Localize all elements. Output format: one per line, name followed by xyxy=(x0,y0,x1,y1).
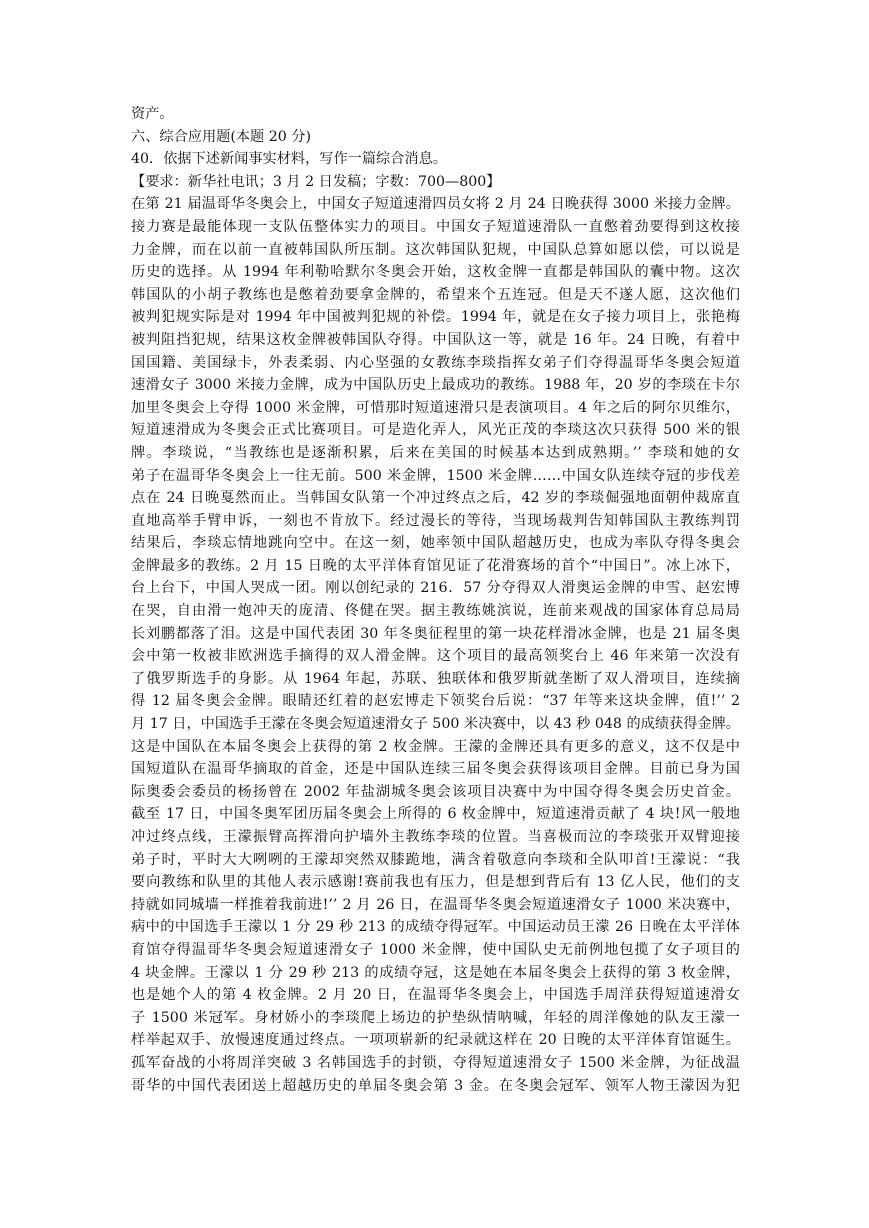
text-line: 结果后，李琰忘情地跳向空中。在这一刻，她率领中国队超越历史，也成为率队夺得冬奥会 xyxy=(131,535,740,552)
requirements-line: 【要求：新华社电讯；3 月 2 日发稿；字数：700—800】 xyxy=(131,173,501,190)
text-line: 台上台下，中国人哭成一团。刚以创纪录的 216．57 分夺得双人滑奥运金牌的申雪、赵宏博 xyxy=(131,580,740,597)
text-line: 接力赛是最能体现一支队伍整体实力的项目。中国女子短道速滑队一直憋着劲要得到这枚接 xyxy=(131,218,740,235)
text-line: 得 12 届冬奥会金牌。眼睛还红着的赵宏博走下领奖台后说：“37 年等来这块金牌，值!’’ 2 xyxy=(131,693,740,710)
text-line: 样举起双手、放慢速度通过终点。一项项崭新的纪录就这样在 20 日晚的太平洋体育馆诞生。 xyxy=(131,1032,740,1049)
text-line: 国短道队在温哥华摘取的首金，还是中国队连续三届冬奥会获得该项目金牌。目前已身为国 xyxy=(131,761,740,778)
text-line: 在第 21 届温哥华冬奥会上，中国女子短道速滑四员女将 2 月 24 日晚获得 3000 米接力金牌。 xyxy=(131,196,740,213)
text-line: 弟子时，平时大大咧咧的王濛却突然双膝跪地，满含着敬意向李琰和全队叩首!王濛说：“我 xyxy=(131,851,740,868)
text-line: 资产。 xyxy=(131,106,174,122)
text-line: 被判阻挡犯规，结果这枚金牌被韩国队夺得。中国队这一等，就是 16 年。24 日晚，有着中 xyxy=(131,331,740,348)
text-line: 国国籍、美国绿卡，外表柔弱、内心坚强的女教练李琰指挥女弟子们夺得温哥华冬奥会短道 xyxy=(131,354,740,371)
text-line: 点在 24 日晚戛然而止。当韩国女队第一个冲过终点之后，42 岁的李琰倔强地面朝仲裁席直 xyxy=(131,490,740,507)
text-line: 月 17 日，中国选手王濛在冬奥会短道速滑女子 500 米决赛中，以 43 秒 048 的成绩获得金牌。 xyxy=(131,716,740,733)
text-line: 牌。李琰说，“当教练也是逐渐积累，后来在美国的时候基本达到成熟期。’’ 李琰和她的女 xyxy=(131,444,740,461)
text-line: 力金牌，而在以前一直被韩国队所压制。这次韩国队犯规，中国队总算如愿以偿，可以说是 xyxy=(131,241,740,258)
text-line: 被判犯规实际是对 1994 年中国被判犯规的补偿。1994 年，就是在女子接力项目上，张艳梅 xyxy=(131,309,740,326)
text-line: 育馆夺得温哥华冬奥会短道速滑女子 1000 米金牌，使中国队史无前例地包揽了女子项目的 xyxy=(131,941,740,958)
text-line: 长刘鹏都落了泪。这是中国代表团 30 年冬奥征程里的第一块花样滑冰金牌，也是 21 届冬奥 xyxy=(131,625,740,642)
text-line: 要向教练和队里的其他人表示感谢!赛前我也有压力，但是想到背后有 13 亿人民，他们的支 xyxy=(131,874,740,891)
text-line: 短道速滑成为冬奥会正式比赛项目。可是造化弄人，风光正茂的李琰这次只获得 500 米的银 xyxy=(131,422,740,439)
question-title: 40．依据下述新闻事实材料，写作一篇综合消息。 xyxy=(131,151,447,168)
text-line: 截至 17 日，中国冬奥军团历届冬奥会上所得的 6 枚金牌中，短道速滑贡献了 4 块!风一般地 xyxy=(131,806,740,823)
text-line: 际奥委会委员的杨扬曾在 2002 年盐湖城冬奥会该项目决赛中为中国夺得冬奥会历史首金。 xyxy=(131,783,740,800)
text-line: 这是中国队在本届冬奥会上获得的第 2 枚金牌。王濛的金牌还具有更多的意义，这不仅是中 xyxy=(131,738,740,755)
text-line: 哥华的中国代表团送上超越历史的单届冬奥会第 3 金。在冬奥会冠军、领军人物王濛因为犯 xyxy=(131,1077,740,1094)
text-line: 孤军奋战的小将周洋突破 3 名韩国选手的封锁，夺得短道速滑女子 1500 米金牌，为征战温 xyxy=(131,1054,740,1071)
text-line: 也是她个人的第 4 枚金牌。2 月 20 日，在温哥华冬奥会上，中国选手周洋获得短道速滑女 xyxy=(131,987,740,1004)
text-line: 在哭，自由滑一炮冲天的庞清、佟健在哭。据主教练姚滨说，连前来观战的国家体育总局局 xyxy=(131,603,740,620)
text-line: 直地高举手臂申诉，一刻也不肯放下。经过漫长的等待，当现场裁判告知韩国队主教练判罚 xyxy=(131,512,740,529)
text-line: 4 块金牌。王濛以 1 分 29 秒 213 的成绩夺冠，这是她在本届冬奥会上获得的第 3 枚金牌， xyxy=(131,964,740,981)
text-line: 历史的选择。从 1994 年利勒哈默尔冬奥会开始，这枚金牌一直都是韩国队的囊中物。这次 xyxy=(131,264,740,281)
text-line: 冲过终点线，王濛振臂高挥滑向护墙外主教练李琰的位置。当喜极而泣的李琰张开双臂迎接 xyxy=(131,829,740,845)
text-line: 金牌最多的教练。2 月 15 日晚的太平洋体育馆见证了花滑赛场的首个“中国日”。冰上冰下， xyxy=(131,557,740,574)
document-page xyxy=(131,103,740,1097)
text-line: 会中第一枚被非欧洲选手摘得的双人滑金牌。这个项目的最高领奖台上 46 年来第一次没有 xyxy=(131,648,740,665)
text-line: 速滑女子 3000 米接力金牌，成为中国队历史上最成功的教练。1988 年，20 岁的李琰在卡尔 xyxy=(131,377,740,394)
section-heading: 六、综合应用题(本题 20 分) xyxy=(131,128,312,145)
text-line: 弟子在温哥华冬奥会上一往无前。500 米金牌，1500 米金牌……中国女队连续夺冠的步伐差 xyxy=(131,467,740,484)
text-line: 了俄罗斯选手的身影。从 1964 年起，苏联、独联体和俄罗斯就垄断了双人滑项目，连续摘 xyxy=(131,670,740,687)
text-line: 子 1500 米冠军。身材娇小的李琰爬上场边的护垫纵情呐喊，年轻的周洋像她的队友王濛一 xyxy=(131,1009,740,1026)
text-line: 持就如同城墙一样推着我前进!’’ 2 月 26 日，在温哥华冬奥会短道速滑女子 1000 米决赛中， xyxy=(131,896,740,913)
text-line: 病中的中国选手王濛以 1 分 29 秒 213 的成绩夺得冠军。中国运动员王濛 26 日晚在太平洋体 xyxy=(131,919,740,936)
text-line: 加里冬奥会上夺得 1000 米金牌，可惜那时短道速滑只是表演项目。4 年之后的阿尔贝维尔， xyxy=(131,399,740,416)
text-line: 韩国队的小胡子教练也是憋着劲要拿金牌的，希望来个五连冠。但是天不遂人愿，这次他们 xyxy=(131,286,740,303)
